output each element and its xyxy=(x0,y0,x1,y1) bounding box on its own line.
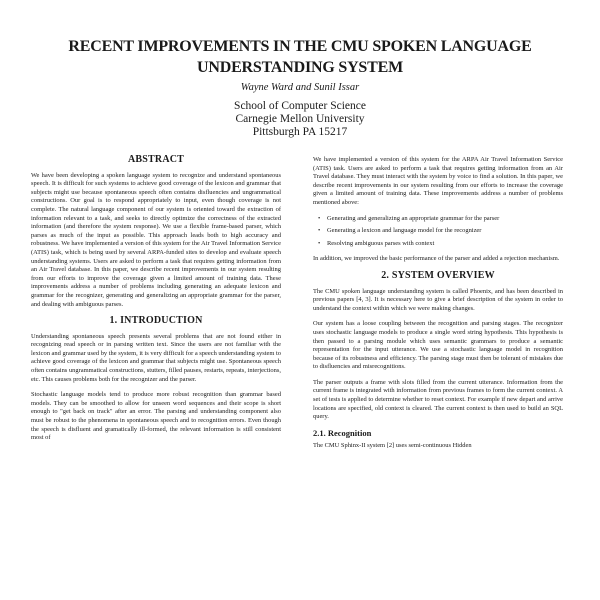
introduction-paragraph-1: Understanding spontaneous speech presents several problems that are not found either in recognizing read speech or in parsing written text. Since the users are not familiar with the lexicon and grammar used by the system, it is very difficult for a speech understanding system to achieve good coverage of the lexicon and grammar that subjects might use. Spontaneous speech often contains ungrammatical constructions, stutters, filled pauses, restarts, repeats, interjections, etc. This causes problems both for the recognizer and the parser. xyxy=(31,332,281,383)
affiliation xyxy=(0,100,600,139)
list-item: • Generating a lexicon and language model for the recognizer xyxy=(318,227,482,235)
abstract-heading: ABSTRACT xyxy=(127,154,185,165)
recognition-paragraph: The CMU Sphinx-II system [2] uses semi-continuous Hidden xyxy=(313,442,472,450)
affiliation-line-3: Pittsburgh PA 15217 xyxy=(252,126,348,138)
improvements-list xyxy=(313,215,563,249)
right-column xyxy=(313,156,563,451)
overview-paragraph-1: The CMU spoken language understanding system is called Phoenix, and has been described in previous papers [4, 3]. It is necessary here to give a brief description of the system in order to understand the context within which we were making changes. xyxy=(313,287,563,312)
intro-addition-paragraph: In addition, we improved the basic performance of the parser and added a rejection mechanism. xyxy=(313,255,560,263)
introduction-heading: 1. INTRODUCTION xyxy=(109,315,203,327)
authors: Wayne Ward and Sunil Issar xyxy=(240,82,360,93)
list-item: • Generating and generalizing an appropriate grammar for the parser xyxy=(318,214,500,222)
intro-continued-paragraph: We have implemented a version of this system for the ARPA Air Travel Information Service (ATIS) task. Users are asked to perform a task that requires getting information from an Air Travel database. They must interact with the system by voice to find a solution. In this paper, we describe recent improvements in our system resulting from our efforts to increase the coverage given a limited amount of training data. These improvements address a number of problems mentioned above: xyxy=(313,156,563,206)
bullet-icon: • xyxy=(318,239,321,247)
overview-paragraph-2: Our system has a loose coupling between the recognition and parsing stages. The recognizer uses stochastic language models to produce a single word string hypothesis. This hypothesis is then passed to a parsing module which uses semantic grammars to produce a semantic representation for the input utterance. We use a stochastic language model in recognition because of its robustness and efficiency. The parsing stage must then be tolerant of mistakes due to disfluencies and misrecognitions. xyxy=(313,320,563,371)
bullet-icon: • xyxy=(318,227,321,235)
overview-heading: 2. SYSTEM OVERVIEW xyxy=(381,269,495,281)
list-item: • Resolving ambiguous parses with context xyxy=(318,239,435,247)
affiliation-line-2: Carnegie Mellon University xyxy=(235,113,365,125)
recognition-heading: 2.1. Recognition xyxy=(313,427,372,438)
abstract-text: We have been developing a spoken language system to recognize and understand spontaneous speech. It is difficult for such systems to achieve good coverage of the lexicon and grammar that subjects might use because spontaneous speech often contains disfluencies and ungrammatical constructions. Our goal is to respond appropriately to input, even though coverage is not complete. The natural language component of our system is oriented toward the extraction of information relevant to a task, and seeks to directly optimize the correctness of the extracted information (and therefore the system response). We use a flexible frame-based parser, which parses as much of the input as possible. This approach leads both to high accuracy and robustness. We have implemented a version of this system for the Air Travel Information Service (ATIS) task, which is being used by several ARPA-funded sites to develop and evaluate speech understanding systems. Users are asked to perform a task that requires getting information from an Air Travel database. In this paper, we describe recent improvements in our system resulting from our efforts to improve the coverage given a limited amount of training data. These improvements address a number of problems including generating an adequate lexicon and grammar for the recognizer, generating and generalizing an appropriate grammar for the parser, and dealing with ambiguous parses. xyxy=(31,171,281,308)
introduction-paragraph-2: Stochastic language models tend to produce more robust recognition than grammar based models. They can be smoothed to allow for unseen word sequences and their scope is short enough to "get back on track" after an error. The parsing and understanding component also must be robust to the phenomena in spontaneous speech and to recognition errors. Even though the speech is disfluent and gramatically ill-formed, the relevant information is still consistent most of xyxy=(31,391,281,442)
overview-paragraph-3: The parser outputs a frame with slots filled from the current utterance. Information from the current frame is integrated with information from previous frames to form the current context. A set of tests is applied to determine whether to reset context. For example if new depart and arrive locations are specified, old context is cleared. The current context is then used to build an SQL query. xyxy=(313,378,563,421)
bullet-icon: • xyxy=(318,214,321,222)
affiliation-line-1: School of Computer Science xyxy=(234,100,366,112)
left-column xyxy=(31,156,281,443)
paper-title: RECENT IMPROVEMENTS IN THE CMU SPOKEN LANGUAGE UNDERSTANDING SYSTEM xyxy=(68,38,532,76)
